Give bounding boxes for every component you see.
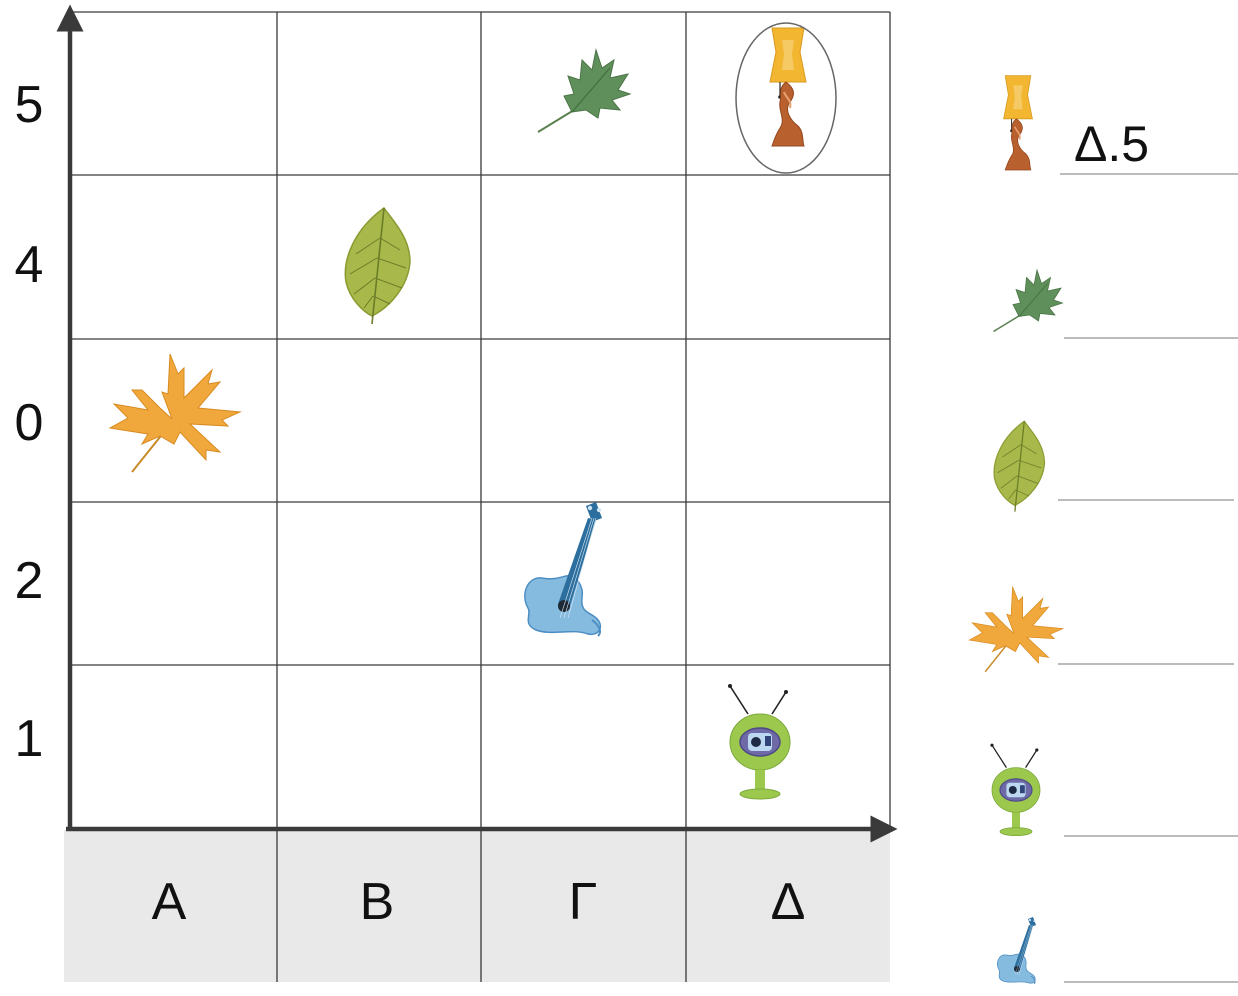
grid-item-beech-leaf bbox=[345, 208, 410, 324]
answer-tv-icon bbox=[990, 744, 1040, 836]
answer-guitar-icon bbox=[997, 917, 1036, 984]
answer-text: Δ.5 bbox=[1074, 116, 1150, 172]
column-label-band bbox=[64, 830, 890, 982]
answer-lamp-icon bbox=[1004, 76, 1033, 170]
row-label-3: 0 bbox=[14, 394, 44, 452]
row-label-4: 2 bbox=[14, 552, 44, 610]
column-label-1: Α bbox=[151, 873, 187, 931]
row-label-5: 1 bbox=[14, 710, 44, 768]
row-label-1: 5 bbox=[14, 76, 44, 134]
answer-row-tv bbox=[990, 744, 1238, 836]
answer-row-beech bbox=[994, 421, 1234, 511]
answer-row-lamp bbox=[1004, 76, 1238, 174]
answer-row-maple bbox=[969, 587, 1234, 672]
column-label-2: Β bbox=[359, 873, 395, 931]
grid-item-oak-leaf bbox=[538, 50, 630, 132]
row-label-2: 4 bbox=[14, 236, 44, 294]
answer-row-guitar bbox=[997, 917, 1238, 984]
grid-item-tv bbox=[728, 684, 790, 799]
answer-row-oak bbox=[994, 270, 1238, 338]
answer-beech-leaf-icon bbox=[994, 421, 1044, 511]
grid-item-guitar bbox=[525, 502, 602, 636]
column-label-4: Δ bbox=[770, 873, 806, 931]
grid-item-maple-leaf bbox=[110, 354, 240, 472]
answer-list bbox=[969, 76, 1238, 984]
answer-maple-leaf-icon bbox=[969, 587, 1063, 672]
answer-oak-leaf-icon bbox=[994, 270, 1063, 332]
column-label-3: Γ bbox=[568, 873, 598, 931]
grid-item-lamp bbox=[770, 28, 806, 146]
